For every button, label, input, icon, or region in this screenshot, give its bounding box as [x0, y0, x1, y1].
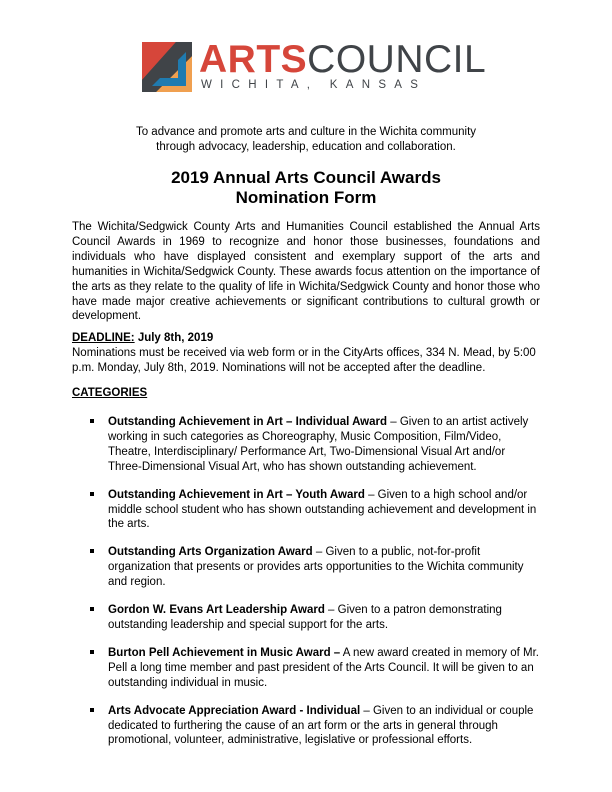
mission-line-1: To advance and promote arts and culture in the Wichita community — [135, 126, 477, 138]
deadline-date: July 8th, 2019 — [134, 332, 214, 344]
bullet-icon — [90, 607, 94, 611]
title-line-1: 2019 Annual Arts Council Awards — [171, 168, 441, 187]
deadline-section — [72, 331, 540, 376]
bullet-icon — [90, 419, 94, 423]
categories-heading: CATEGORIES — [72, 387, 148, 399]
deadline-label: DEADLINE: — [72, 332, 135, 344]
arts-council-logo-mark — [142, 42, 192, 92]
categories-list — [108, 415, 540, 761]
deadline-text: Nominations must be received via web form or in the CityArts offices, 334 N. Mead, by 5:00 p.m. Monday, July 8th, 2019. Nominations will not be accepted after the deadline. — [72, 346, 536, 374]
category-name: Outstanding Achievement in Art – Youth Award — [108, 488, 365, 501]
category-name: Gordon W. Evans Art Leadership Award — [108, 604, 325, 617]
logo-wordmark — [199, 40, 486, 80]
category-name: Arts Advocate Appreciation Award - Individual — [108, 704, 361, 717]
category-description: – Given to an artist actively working in such categories as Choreography, Music Composition, Film/Video, Theatre, Interdisciplinary/ Performance Art, Two-Dimensional Visual Art and/or Three-Dimensional Visual Art, who has shown outstanding achievement. — [108, 416, 529, 473]
page-title — [72, 168, 540, 208]
category-item — [108, 646, 540, 691]
title-line-2: Nomination Form — [235, 188, 377, 207]
logo-arts-text: ARTS — [199, 38, 308, 81]
category-description: – Given to an individual or couple dedicated to furthering the cause of an art form or the arts in general through promotional, volunteer, administrative, legislative or professional efforts. — [108, 704, 534, 747]
category-name: Burton Pell Achievement in Music Award – — [108, 646, 341, 659]
category-description: – Given to a high school and/or middle school student who has shown outstanding achievement and development in the arts. — [108, 488, 537, 531]
mission-statement — [72, 125, 540, 155]
category-description: – Given to a public, not-for-profit organization that presents or provides arts opportunities to the Wichita community and region. — [108, 546, 524, 589]
category-item — [108, 545, 540, 590]
bullet-icon — [90, 492, 94, 496]
category-item — [108, 603, 540, 633]
bullet-icon — [90, 650, 94, 654]
arts-council-logo — [142, 38, 487, 92]
mission-line-2: through advocacy, leadership, education and collaboration. — [156, 141, 456, 153]
logo-council-text: COUNCIL — [307, 38, 487, 81]
intro-paragraph: The Wichita/Sedgwick County Arts and Humanities Council established the Annual Arts Council Awards in 1969 to recognize and honor those businesses, foundations and individuals who have displayed consistent and exemplary support of the arts and humanities in Wichita/Sedgwick County. These awards focus attention on the importance of the arts as they relate to the quality of life in Wichita/Sedgwick County and honor those who have made major creative achievements or significant contributions to cultural growth or development. — [72, 221, 540, 323]
category-name: Outstanding Achievement in Art – Individual Award — [108, 416, 388, 428]
category-item — [108, 415, 540, 475]
category-description: A new award created in memory of Mr. Pell a long time member and past president of the Arts Council. It will be given to an outstanding individual in music. — [108, 646, 539, 689]
category-item — [108, 488, 540, 533]
category-item — [108, 704, 540, 749]
deadline-heading — [72, 331, 540, 346]
category-description: – Given to a patron demonstrating outstanding leadership and special support for the arts. — [108, 604, 502, 631]
logo-subtitle: WICHITA, KANSAS — [201, 79, 427, 91]
bullet-icon — [90, 708, 94, 712]
category-name: Outstanding Arts Organization Award — [108, 546, 313, 559]
bullet-icon — [90, 549, 94, 553]
